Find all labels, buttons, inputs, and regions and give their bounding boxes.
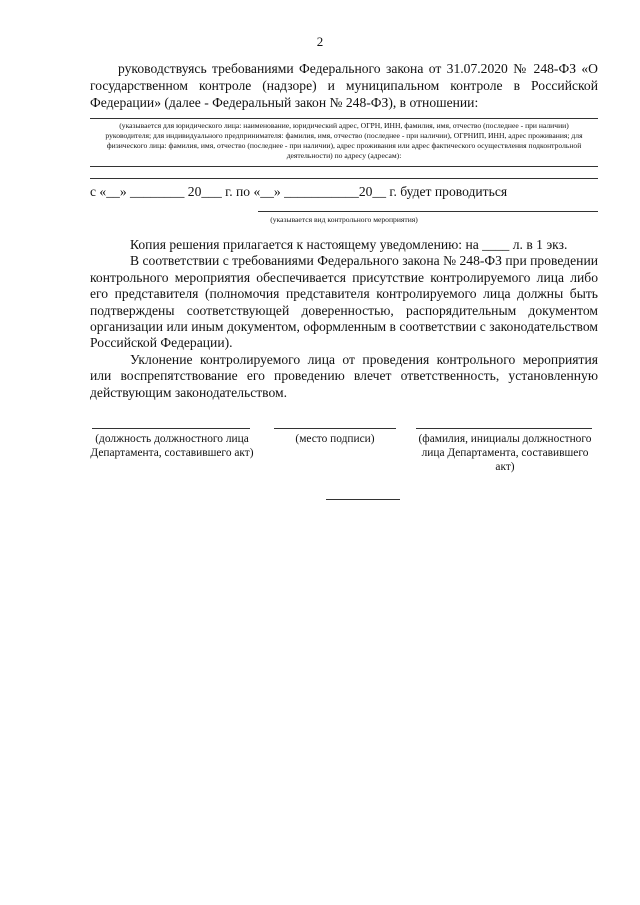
- intro-paragraph: [90, 60, 598, 111]
- notice-body: [90, 237, 598, 401]
- document-end-line: [326, 499, 400, 500]
- subject-hint: (указывается для юридического лица: наименование, юридический адрес, ОГРН, ИНН, фамилия, имя, отчество (последнее - при наличии) руководителя; для индивидуального предпринимателя: фамилия, имя, отчество (последнее - при наличии), ОГРНИП, ИНН, адрес проживания; для физического лица: фамилия, имя, отчество (последнее - при наличии), адрес проживания или адрес фактического осуществления подконтрольной деятельности) по адресу (адресам):: [105, 121, 583, 160]
- signature-caption-name: (фамилия, инициалы должностного лица Департамента, составившего акт): [418, 433, 592, 473]
- signature-caption-position: (должность должностного лица Департамента, составившего акт): [90, 433, 254, 459]
- subject-line-2: [90, 166, 598, 167]
- intro-text: руководствуясь требованиями Федерального закона от 31.07.2020 № 248-ФЗ «О государственном контроле (надзоре) и муниципальном контроле в Российской Федерации» (далее - Федеральный закон № 248-ФЗ), в отношении:: [90, 61, 598, 110]
- signature-caption-sign: (место подписи): [295, 433, 375, 445]
- liability-paragraph: Уклонение контролируемого лица от проведения контрольного мероприятия или воспрепятствование его проведению влечет ответственность, установленную действующим законодательством.: [90, 351, 598, 400]
- page-number: 2: [316, 34, 324, 49]
- signature-line-sign: [274, 428, 396, 429]
- signature-line-name: [416, 428, 592, 429]
- presence-paragraph: В соответствии с требованиями Федерального закона № 248-ФЗ при проведении контрольного мероприятия обеспечивается присутствие контролируемого лица либо его представителя (полномочия представителя контролируемого лица должны быть подтверждены соответствующей доверенностью, распорядительным документом организации или иным документом, оформленным в соответствии с законодательством Российской Федерации).: [90, 253, 598, 351]
- signature-line-position: [92, 428, 250, 429]
- copy-attached-paragraph: Копия решения прилагается к настоящему уведомлению: на ____ л. в 1 экз.: [130, 237, 568, 252]
- subject-line-1: [90, 118, 598, 119]
- inspection-period: с «__» ________ 20___ г. по «__» ___________20__ г. будет проводиться: [90, 184, 508, 199]
- event-type-hint: (указывается вид контрольного мероприятия): [270, 215, 418, 224]
- subject-line-3: [90, 178, 598, 179]
- event-type-line: [258, 211, 598, 212]
